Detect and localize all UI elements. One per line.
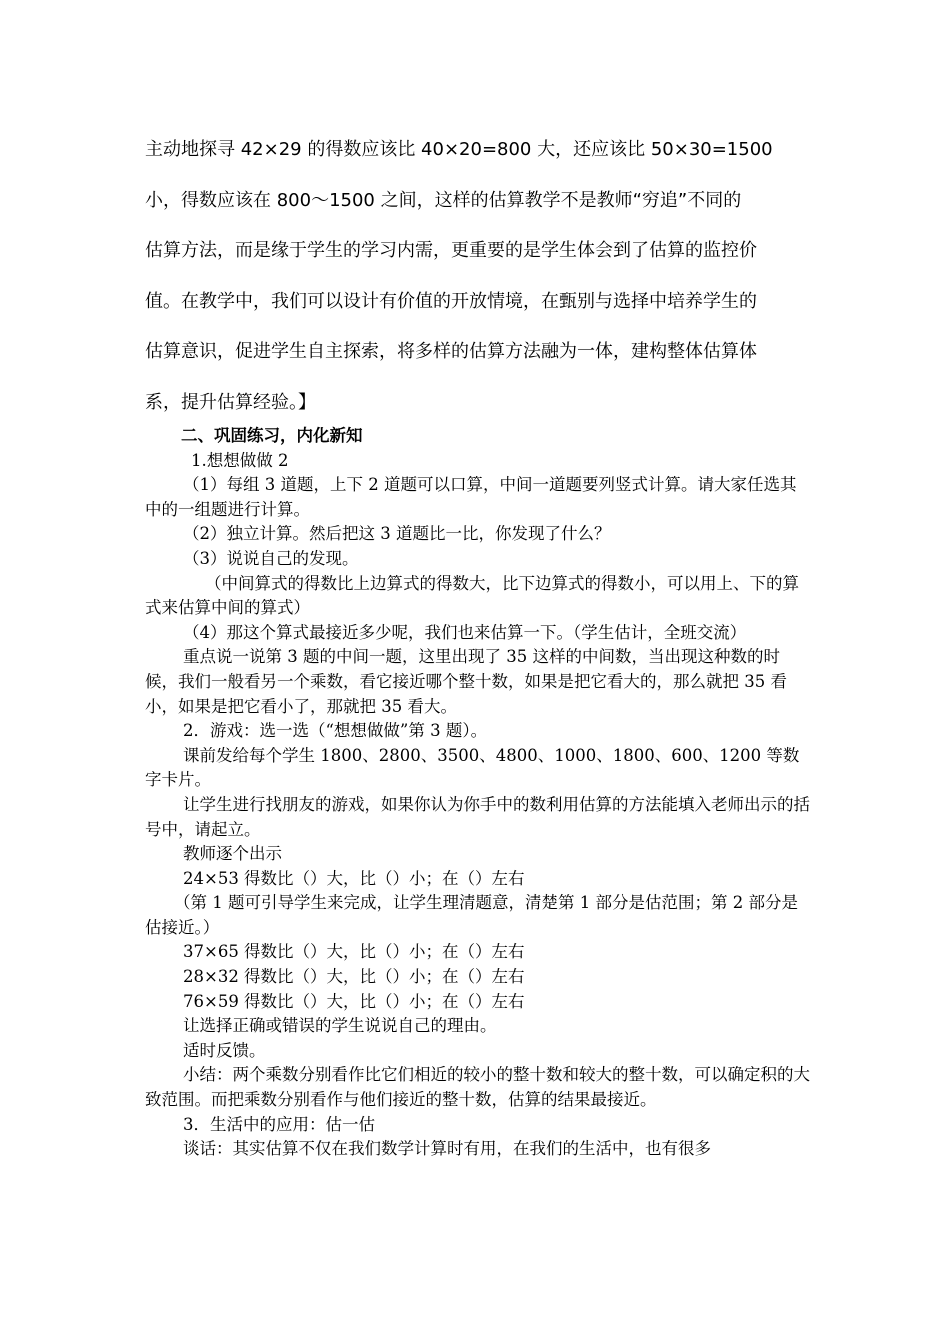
paragraph: （1）每组 3 道题，上下 2 道题可以口算，中间一道题要列竖式计算。请大家任选其中的一组题进行计算。 (145, 475, 797, 519)
paragraph: 重点说一说第 3 题的中间一题，这里出现了 35 这样的中间数，当出现这种数的时候，我们一般看另一个乘数，看它接近哪个整十数，如果是把它看大的，那么就把 35 看小，如果是把它看小了，那就把 35 看大。 (145, 647, 787, 716)
paragraph: 谈话：其实估算不仅在我们数学计算时有用，在我们的生活中，也有很多 (183, 1139, 711, 1159)
section-heading: 二、巩固练习，内化新知 (181, 426, 363, 445)
item-title: 1.想想做做 2 (191, 450, 289, 470)
summary-paragraph: 小结：两个乘数分别看作比它们相近的较小的整十数和较大的整十数，可以确定积的大致范围。而把乘数分别看作与他们接近的整十数，估算的结果最接近。 (145, 1065, 810, 1110)
item-title: 3．生活中的应用：估一估 (183, 1114, 375, 1134)
intro-line: 主动地探寻 42×29 的得数应该比 40×20=800 大，还应该比 50×30=1500 (145, 139, 773, 160)
paragraph: 适时反馈。 (183, 1040, 266, 1060)
paragraph: （中间算式的得数比上边算式的得数大，比下边算式的得数小，可以用上、下的算式来估算中间的算式） (145, 573, 799, 618)
estimation-question: 37×65 得数比（）大，比（）小；在（）左右 (183, 942, 525, 962)
intro-line: 估算方法，而是缘于学生的学习内需，更重要的是学生体会到了估算的监控价 (145, 240, 757, 261)
paragraph: 让学生进行找朋友的游戏，如果你认为你手中的数利用估算的方法能填入老师出示的括号中，请起立。 (145, 794, 810, 839)
intro-line: 系，提升估算经验。】 (145, 391, 316, 413)
paragraph: （3）说说自己的发现。 (183, 548, 359, 568)
item-title: 2．游戏：选一选（“想想做做”第 3 题）。 (183, 721, 488, 741)
intro-line: 值。在教学中，我们可以设计有价值的开放情境，在甄别与选择中培养学生的 (145, 290, 757, 312)
estimation-question: 28×32 得数比（）大，比（）小；在（）左右 (183, 967, 525, 987)
paragraph: 课前发给每个学生 1800、2800、3500、4800、1000、1800、600、1200 等数字卡片。 (145, 745, 800, 790)
paragraph: （2）独立计算。然后把这 3 道题比一比，你发现了什么？ (183, 524, 611, 544)
estimation-question: 76×59 得数比（）大，比（）小；在（）左右 (183, 991, 525, 1011)
intro-paragraph (145, 132, 815, 435)
paragraph: 教师逐个出示 (183, 844, 282, 864)
estimation-question: 24×53 得数比（）大，比（）小；在（）左右 (183, 868, 525, 888)
paragraph: （4）那这个算式最接近多少呢，我们也来估算一下。（学生估计，全班交流） (183, 622, 747, 642)
lesson-body (145, 424, 810, 1162)
paragraph: （第 1 题可引导学生来完成，让学生理清题意，清楚第 1 部分是估范围；第 2 部分是估接近。） (145, 893, 798, 937)
intro-line: 估算意识，促进学生自主探索，将多样的估算方法融为一体，建构整体估算体 (145, 341, 757, 362)
intro-line: 小，得数应该在 800～1500 之间，这样的估算教学不是教师“穷追”不同的 (145, 189, 742, 211)
paragraph: 让选择正确或错误的学生说说自己的理由。 (183, 1016, 497, 1036)
